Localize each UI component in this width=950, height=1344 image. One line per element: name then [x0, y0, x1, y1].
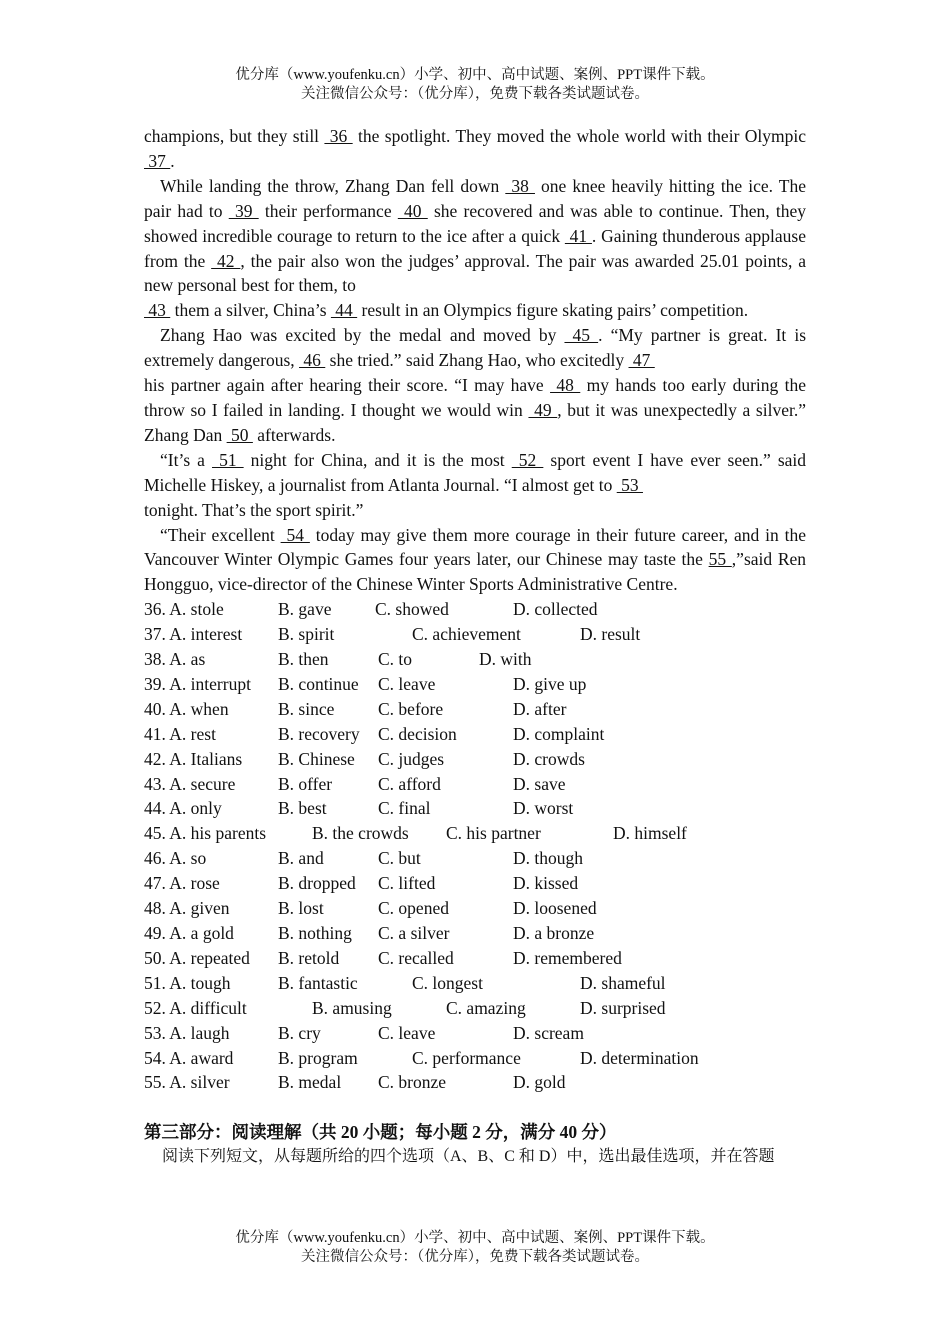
page-header	[0, 66, 950, 104]
blank-51: 51	[212, 449, 244, 470]
option-c: C. opened	[378, 898, 449, 919]
option-a: 47. A. rose	[144, 873, 220, 894]
header-line-1: 优分库（www.youfenku.cn）小学、初中、高中试题、案例、PPT课件下载。	[235, 67, 715, 83]
page-footer	[0, 1229, 950, 1267]
option-row	[144, 772, 806, 797]
option-d: D. crowds	[513, 748, 585, 769]
blank-43: 43	[144, 300, 171, 321]
option-c: C. performance	[412, 1047, 521, 1068]
option-c: C. final	[378, 798, 431, 819]
text: , but it was unexpectedly a silver.” Zhang Dan	[144, 399, 806, 445]
option-d: D. complaint	[513, 723, 605, 744]
option-a: 42. A. Italians	[144, 748, 243, 769]
option-d: D. collected	[513, 599, 598, 620]
option-row	[144, 946, 806, 971]
passage-paragraph-5	[144, 373, 806, 448]
text: night for China, and it is the most	[243, 449, 512, 470]
option-b: B. offer	[278, 773, 333, 794]
option-b: B. dropped	[278, 873, 356, 894]
option-b: B. cry	[278, 1022, 321, 1043]
option-a: 41. A. rest	[144, 723, 216, 744]
option-a: 53. A. laugh	[144, 1022, 230, 1043]
text: “It’s a	[160, 449, 213, 470]
option-a: 49. A. a gold	[144, 923, 234, 943]
text: his partner again after hearing their score. “I may have	[144, 375, 551, 396]
blank-36: 36	[324, 126, 353, 146]
option-d: D. a bronze	[513, 923, 595, 943]
passage-paragraph-4	[144, 323, 806, 373]
text: today may give them more courage in their future career, and in the Vancouver Winter Olympic Games four years later, our Chinese may taste the	[144, 524, 806, 570]
option-c: C. to	[378, 649, 413, 670]
text: them a silver, China’s	[170, 300, 331, 321]
passage-paragraph-3	[144, 298, 806, 323]
blank-52: 52	[511, 449, 544, 470]
option-d: D. save	[513, 773, 566, 794]
option-row	[144, 821, 806, 846]
blank-47: 47	[628, 350, 655, 371]
option-d: D. determination	[580, 1047, 699, 1068]
text: my hands too early during the throw so I failed in landing. I thought we would win	[144, 375, 806, 420]
option-b: B. fantastic	[278, 972, 358, 993]
option-row	[144, 697, 806, 722]
blank-37: 37	[144, 150, 171, 171]
option-b: B. Chinese	[278, 748, 355, 769]
option-a: 43. A. secure	[144, 773, 236, 794]
option-d: D. though	[513, 848, 583, 869]
option-row	[144, 622, 806, 647]
blank-53: 53	[616, 474, 643, 495]
text: tonight. That’s the sport spirit.”	[144, 499, 364, 520]
option-b: B. nothing	[278, 923, 352, 943]
option-d: D. gold	[513, 1072, 566, 1093]
passage-paragraph-6	[144, 448, 806, 498]
option-row	[144, 1046, 806, 1071]
option-b: B. recovery	[278, 723, 360, 744]
option-row	[144, 647, 806, 672]
blank-45: 45	[564, 325, 599, 346]
option-d: D. surprised	[580, 997, 666, 1018]
text: sport event I have ever seen.” said Michelle Hiskey, a journalist from Atlanta Journal. “I almost get to	[144, 449, 807, 495]
document-body	[144, 124, 806, 1170]
option-row	[144, 846, 806, 871]
option-a: 44. A. only	[144, 798, 222, 819]
text: , the pair also won the judges’ approval. The pair was awarded 25.01 points, a new personal best for them, to	[144, 250, 807, 296]
option-d: D. scream	[513, 1022, 584, 1043]
option-a: 55. A. silver	[144, 1072, 230, 1093]
option-row	[144, 747, 806, 772]
option-b: B. medal	[278, 1072, 342, 1093]
option-b: B. best	[278, 798, 327, 819]
blank-50: 50	[226, 424, 253, 445]
section-3-title: 第三部分：阅读理解（共 20 小题；每小题 2 分，满分 40 分）	[144, 1122, 617, 1143]
blank-54: 54	[280, 524, 310, 545]
option-a: 52. A. difficult	[144, 997, 247, 1018]
option-a: 45. A. his parents	[144, 823, 267, 844]
option-b: B. continue	[278, 673, 359, 694]
option-b: B. gave	[278, 599, 332, 620]
text: Zhang Hao was excited by the medal and moved by	[160, 325, 565, 346]
option-row	[144, 672, 806, 697]
option-row	[144, 1070, 806, 1095]
text: result in an Olympics figure skating pairs’ competition.	[357, 300, 749, 321]
header-line-2: 关注微信公众号：（优分库），免费下载各类试题试卷。	[301, 86, 649, 102]
text: .	[170, 150, 175, 171]
option-d: D. with	[479, 649, 532, 670]
option-a: 37. A. interest	[144, 624, 243, 645]
option-b: B. lost	[278, 898, 324, 919]
option-row	[144, 597, 806, 622]
text: one knee heavily hitting the ice. The pair had to	[144, 175, 807, 221]
blank-42: 42	[211, 250, 241, 271]
section-3-instruction: 阅读下列短文，从每题所给的四个选项（A、B、C 和 D）中，选出最佳选项，并在答题	[162, 1148, 775, 1166]
blank-38: 38	[505, 175, 535, 196]
option-d: D. kissed	[513, 873, 579, 894]
text: afterwards.	[252, 424, 336, 445]
passage-paragraph-1	[144, 124, 806, 174]
option-row	[144, 896, 806, 921]
option-d: D. result	[580, 624, 641, 645]
option-c: C. lifted	[378, 873, 436, 894]
text: their performance	[258, 200, 398, 221]
blank-49: 49	[528, 399, 558, 420]
option-b: B. amusing	[312, 997, 392, 1018]
option-b: B. and	[278, 848, 324, 869]
text: she tried.” said Zhang Hao, who excitedly	[325, 350, 629, 371]
option-b: B. then	[278, 649, 329, 670]
option-d: D. give up	[513, 673, 587, 694]
option-c: C. showed	[375, 599, 449, 620]
option-c: C. a silver	[378, 923, 450, 943]
option-c: C. recalled	[378, 947, 454, 968]
passage-paragraph-2	[144, 174, 806, 299]
option-row	[144, 996, 806, 1021]
text: ,”said Ren Hongguo, vice-director of the Chinese Winter Sports Administrative Centre.	[144, 549, 807, 595]
option-row	[144, 796, 806, 821]
option-c: C. amazing	[446, 997, 526, 1018]
blank-44: 44	[330, 300, 358, 321]
blank-46: 46	[299, 350, 326, 371]
footer-line-2: 关注微信公众号：（优分库），免费下载各类试题试卷。	[301, 1249, 649, 1265]
option-d: D. shameful	[580, 972, 666, 993]
option-a: 54. A. award	[144, 1047, 234, 1068]
option-c: C. afford	[378, 773, 441, 794]
option-a: 36. A. stole	[144, 599, 224, 620]
text: While landing the throw, Zhang Dan fell down	[160, 175, 506, 196]
option-a: 48. A. given	[144, 898, 230, 919]
option-b: B. spirit	[278, 624, 335, 645]
blank-41: 41	[564, 225, 592, 246]
footer-line-1: 优分库（www.youfenku.cn）小学、初中、高中试题、案例、PPT课件下载。	[235, 1230, 715, 1246]
option-c: C. before	[378, 698, 444, 719]
option-c: C. decision	[378, 723, 457, 744]
option-d: D. remembered	[513, 947, 622, 968]
option-row	[144, 722, 806, 747]
text: . “My partner is great. It is extremely dangerous,	[144, 325, 807, 371]
option-b: B. the crowds	[312, 823, 409, 844]
text: she recovered and was able to continue. Then, they showed incredible courage to return to the ice after a quick	[144, 200, 807, 246]
passage-paragraph-8	[144, 523, 806, 598]
option-a: 46. A. so	[144, 848, 207, 869]
text: the spotlight. They moved the whole world with their Olympic	[352, 126, 806, 146]
option-c: C. but	[378, 848, 421, 869]
option-b: B. program	[278, 1047, 358, 1068]
option-row	[144, 971, 806, 996]
option-c: C. bronze	[378, 1072, 447, 1093]
option-c: C. achievement	[412, 624, 521, 645]
option-row	[144, 921, 806, 946]
option-a: 39. A. interrupt	[144, 673, 251, 694]
option-a: 50. A. repeated	[144, 947, 250, 968]
text: “Their excellent	[160, 524, 281, 545]
option-c: C. leave	[378, 673, 436, 694]
option-d: D. worst	[513, 798, 574, 819]
passage-paragraph-7	[144, 498, 806, 523]
option-c: C. his partner	[446, 823, 541, 844]
option-b: B. retold	[278, 947, 340, 968]
option-row	[144, 871, 806, 896]
option-c: C. longest	[412, 972, 483, 993]
option-a: 40. A. when	[144, 698, 229, 719]
option-d: D. after	[513, 698, 567, 719]
option-a: 51. A. tough	[144, 972, 231, 993]
option-row	[144, 1021, 806, 1046]
option-c: C. leave	[378, 1022, 436, 1043]
option-d: D. himself	[613, 823, 687, 844]
option-a: 38. A. as	[144, 649, 206, 670]
blank-55: 55	[708, 549, 732, 570]
option-b: B. since	[278, 698, 335, 719]
blank-40: 40	[397, 200, 428, 221]
option-d: D. loosened	[513, 898, 597, 919]
blank-48: 48	[550, 375, 581, 396]
text: champions, but they still	[144, 126, 325, 146]
options-list	[144, 597, 806, 1095]
text: . Gaining thunderous applause from the	[144, 225, 807, 271]
blank-39: 39	[228, 200, 259, 221]
option-c: C. judges	[378, 748, 445, 769]
